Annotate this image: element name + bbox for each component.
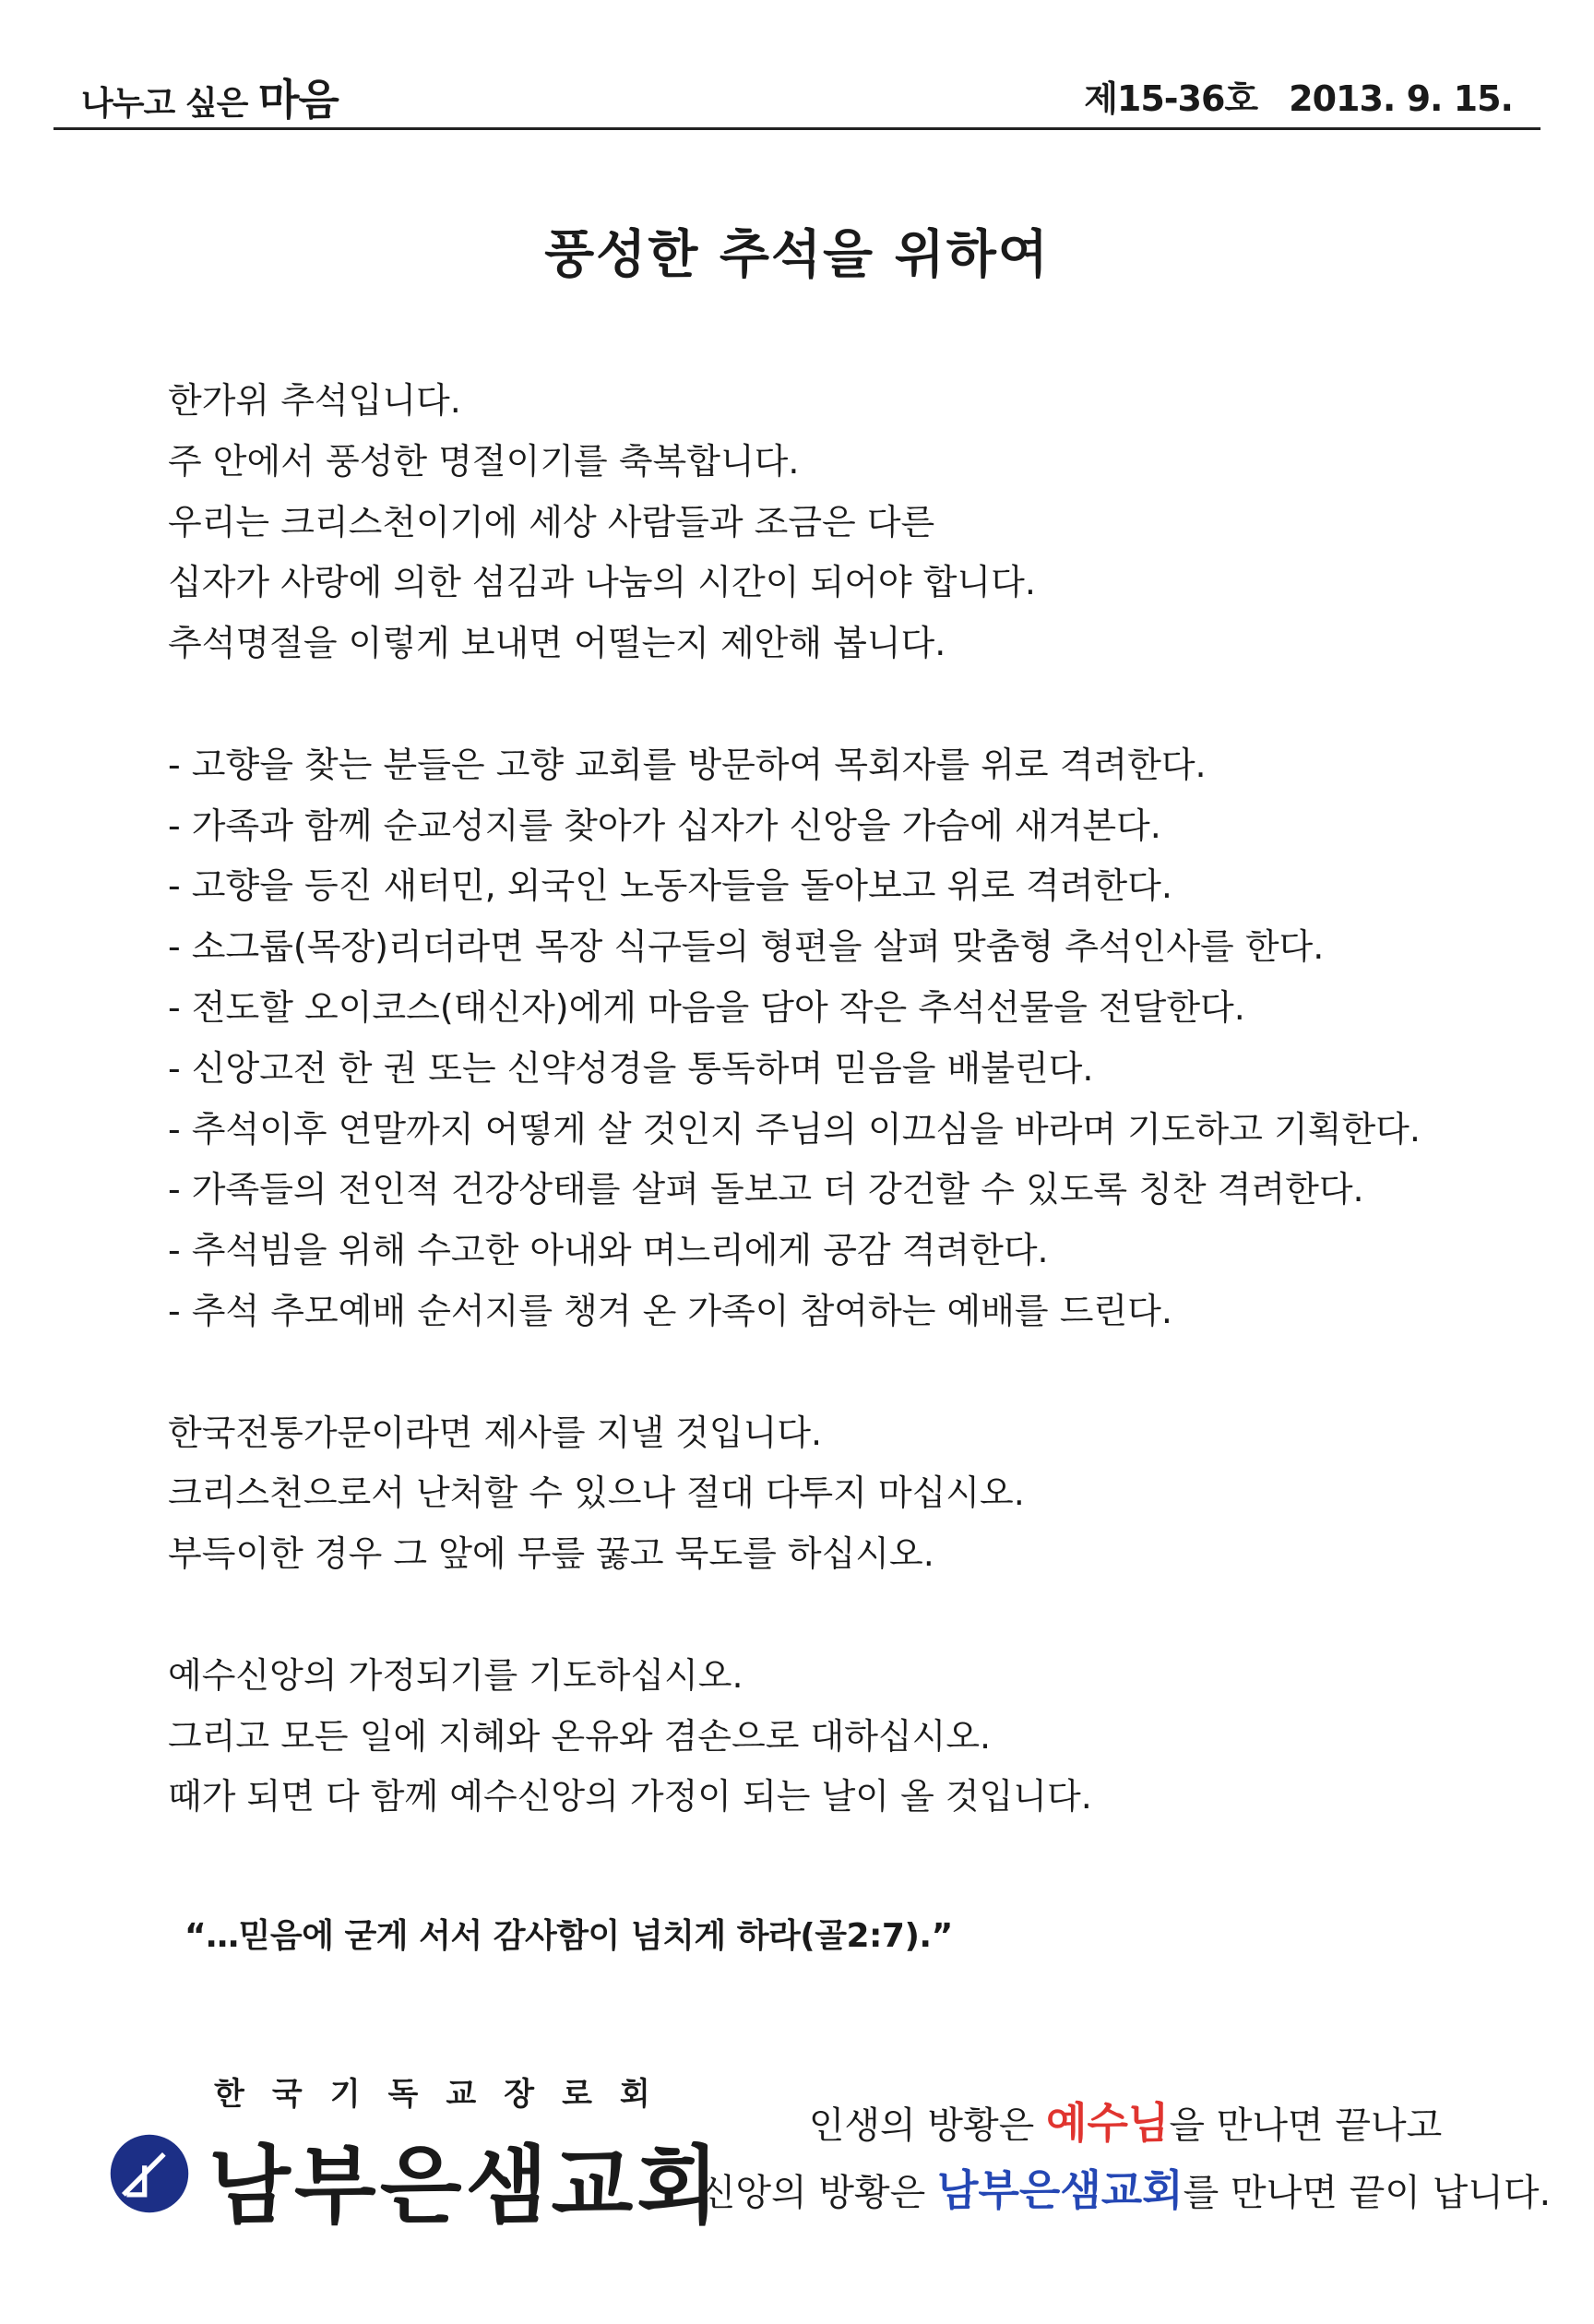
text-line: 한국전통가문이라면 제사를 지낼 것입니다. bbox=[168, 1412, 823, 1453]
tradition-paragraph bbox=[168, 1403, 1478, 1585]
intro-paragraph bbox=[168, 371, 1478, 674]
column-series-title bbox=[81, 66, 339, 127]
page-title: 풍성한 추석을 위하여 bbox=[544, 225, 1050, 285]
bulletin-header bbox=[54, 57, 1540, 125]
text-line: 예수신앙의 가정되기를 기도하십시오. bbox=[168, 1654, 743, 1696]
text-line: 그리고 모든 일에 지혜와 온유와 겸손으로 대하십시오. bbox=[168, 1715, 992, 1757]
list-item: - 추석빔을 위해 수고한 아내와 며느리에게 공감 격려한다. bbox=[168, 1230, 1049, 1271]
text-line: 때가 되면 다 함께 예수신앙의 가정이 되는 날이 올 것입니다. bbox=[168, 1776, 1092, 1817]
church-footer bbox=[0, 2057, 1594, 2279]
article-body bbox=[168, 371, 1478, 1828]
series-emphasis: 마음 bbox=[257, 75, 339, 125]
list-item: - 소그룹(목장)리더라면 목장 식구들의 형편을 살펴 맞춤형 추석인사를 한다. bbox=[168, 926, 1325, 968]
list-item: - 추석 추모예배 순서지를 챙겨 온 가족이 참여하는 예배를 드린다. bbox=[168, 1290, 1172, 1331]
list-item: - 가족과 함께 순교성지를 찾아가 십자가 신앙을 가슴에 새겨본다. bbox=[168, 804, 1161, 846]
issue-date: 2013. 9. 15. bbox=[1289, 78, 1513, 119]
text-line: 십자가 사랑에 의한 섬김과 나눔의 시간이 되어야 합니다. bbox=[168, 562, 1036, 603]
slogan-highlight-church: 남부은샘교회 bbox=[937, 2165, 1184, 2215]
slogan-text: 를 만나면 끝이 납니다. bbox=[1183, 2172, 1552, 2214]
slogan-line-2 bbox=[683, 2158, 1568, 2225]
scripture-quote: “…믿음에 굳게 서서 감사함이 넘치게 하라(골2:7).” bbox=[184, 1917, 953, 1955]
closing-paragraph bbox=[168, 1646, 1478, 1828]
list-item: - 전도할 오이코스(태신자)에게 마음을 담아 작은 추석선물을 전달한다. bbox=[168, 986, 1245, 1028]
slogan-text: 신앙의 방황은 bbox=[699, 2172, 938, 2214]
text-line: 부득이한 경우 그 앞에 무릎 꿇고 묵도를 하십시오. bbox=[168, 1533, 934, 1575]
series-prefix: 나누고 싶은 bbox=[81, 85, 248, 123]
text-line: 주 안에서 풍성한 명절이기를 축복합니다. bbox=[168, 440, 800, 482]
list-item: - 고향을 등진 새터민, 외국인 노동자들을 돌아보고 위로 격려한다. bbox=[168, 865, 1172, 907]
slogan-line-1 bbox=[683, 2091, 1568, 2158]
slogan-text: 을 만나면 끝나고 bbox=[1169, 2104, 1443, 2147]
issue-info bbox=[1084, 70, 1513, 121]
slogan-highlight-jesus: 예수님 bbox=[1046, 2098, 1170, 2148]
slogan-text: 인생의 방황은 bbox=[808, 2104, 1047, 2147]
text-line: 크리스천으로서 난처할 수 있으나 절대 다투지 마십시오. bbox=[168, 1472, 1025, 1514]
list-item: - 가족들의 전인적 건강상태를 살펴 돌보고 더 강건할 수 있도록 칭찬 격려한다. bbox=[168, 1169, 1364, 1210]
text-line: 우리는 크리스천이기에 세상 사람들과 조금은 다른 bbox=[168, 501, 935, 542]
text-line: 한가위 추석입니다. bbox=[168, 380, 461, 421]
church-slogan bbox=[683, 2091, 1568, 2225]
suggestion-list bbox=[168, 735, 1478, 1342]
text-line: 추석명절을 이렇게 보내면 어떨는지 제안해 봅니다. bbox=[168, 623, 946, 664]
list-item: - 신앙고전 한 권 또는 신약성경을 통독하며 믿음을 배불린다. bbox=[168, 1047, 1094, 1089]
denomination-label: 한국기독교장로회 bbox=[214, 2076, 678, 2113]
header-divider bbox=[54, 127, 1540, 130]
list-item: - 고향을 찾는 분들은 고향 교회를 방문하여 목회자를 위로 격려한다. bbox=[168, 744, 1207, 785]
list-item: - 추석이후 연말까지 어떻게 살 것인지 주님의 이끄심을 바라며 기도하고 기획한다. bbox=[168, 1108, 1421, 1150]
church-logo-icon bbox=[109, 2133, 190, 2214]
issue-number: 제15-36호 bbox=[1084, 78, 1258, 119]
church-name: 남부은샘교회 bbox=[208, 2137, 723, 2235]
